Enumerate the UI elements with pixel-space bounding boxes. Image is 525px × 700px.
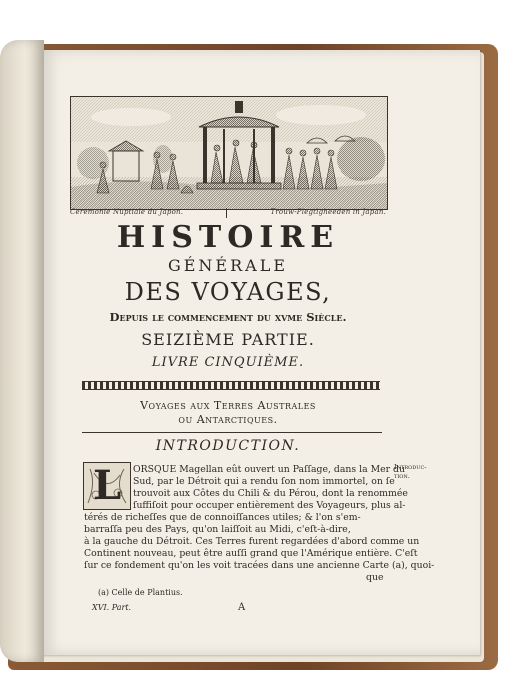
left-page-curl — [0, 40, 44, 662]
signature-mark: A — [238, 602, 246, 613]
introduction-heading: INTRODUCTION. — [155, 438, 301, 454]
dropcap-letter: L — [92, 462, 122, 509]
body-line: ORSQUE Magellan eût ouvert un Paſſage, dans la Mer du — [133, 464, 405, 475]
ornamental-rule — [82, 381, 380, 390]
engraving-caption — [70, 208, 386, 220]
marginal-note-line1: Introduc- — [394, 463, 427, 471]
caption-divider — [226, 208, 227, 218]
title-histoire: HISTOIRE — [116, 220, 340, 255]
signature-part: XVI. Part. — [92, 603, 132, 612]
title-partie: SEIZIÈME PARTIE. — [141, 330, 315, 349]
subtitle-depuis: Depuis le commencement du xvme Siècle. — [109, 310, 347, 324]
body-line: térés de richeſſes que de connoiſſances utiles; & l'on s'em- — [84, 512, 361, 523]
caption-dutch: Trouw-Plegtigheeden in Japan. — [270, 208, 386, 216]
body-line: barraſſa peu des Pays, qu'on laiſſoit au Midi, c'eſt-à-dire, — [84, 524, 351, 535]
marginal-note-line2: tion. — [394, 472, 410, 480]
decorated-initial — [83, 462, 131, 510]
title-des-voyages: DES VOYAGES, — [124, 278, 332, 306]
title-generale: GÉNÉRALE — [167, 256, 289, 275]
caption-french: Ceremonie Nuptiale du Japon. — [70, 208, 184, 216]
title-livre: LIVRE CINQUIÈME. — [151, 355, 305, 370]
body-line: Sud, par le Détroit qui a rendu ſon nom immortel, on ſe — [133, 476, 395, 487]
body-line: ſur ce fondement qu'on les voit tracées dans une ancienne Carte (a), quoi- — [84, 560, 435, 571]
footnote: (a) Celle de Plantius. — [98, 588, 183, 597]
section-title-line1: Voyages aux Terres Australes — [140, 399, 316, 412]
section-title-line2: ou Antarctiques. — [178, 413, 278, 426]
body-line: ſuffiſoit pour occuper entièrement des Voyageurs, plus al- — [133, 500, 406, 511]
engraving-wedding-ceremony — [70, 96, 388, 210]
body-line: trouvoit aux Côtes du Chili & du Pérou, dont la renommée — [133, 488, 408, 499]
catchword: que — [366, 572, 384, 583]
section-rule — [82, 432, 382, 433]
body-line: Continent nouveau, peut être auſſi grand que l'Amérique entière. C'eſt — [84, 548, 418, 559]
body-line: à la gauche du Détroit. Ces Terres furent regardées d'abord comme un — [84, 536, 420, 547]
